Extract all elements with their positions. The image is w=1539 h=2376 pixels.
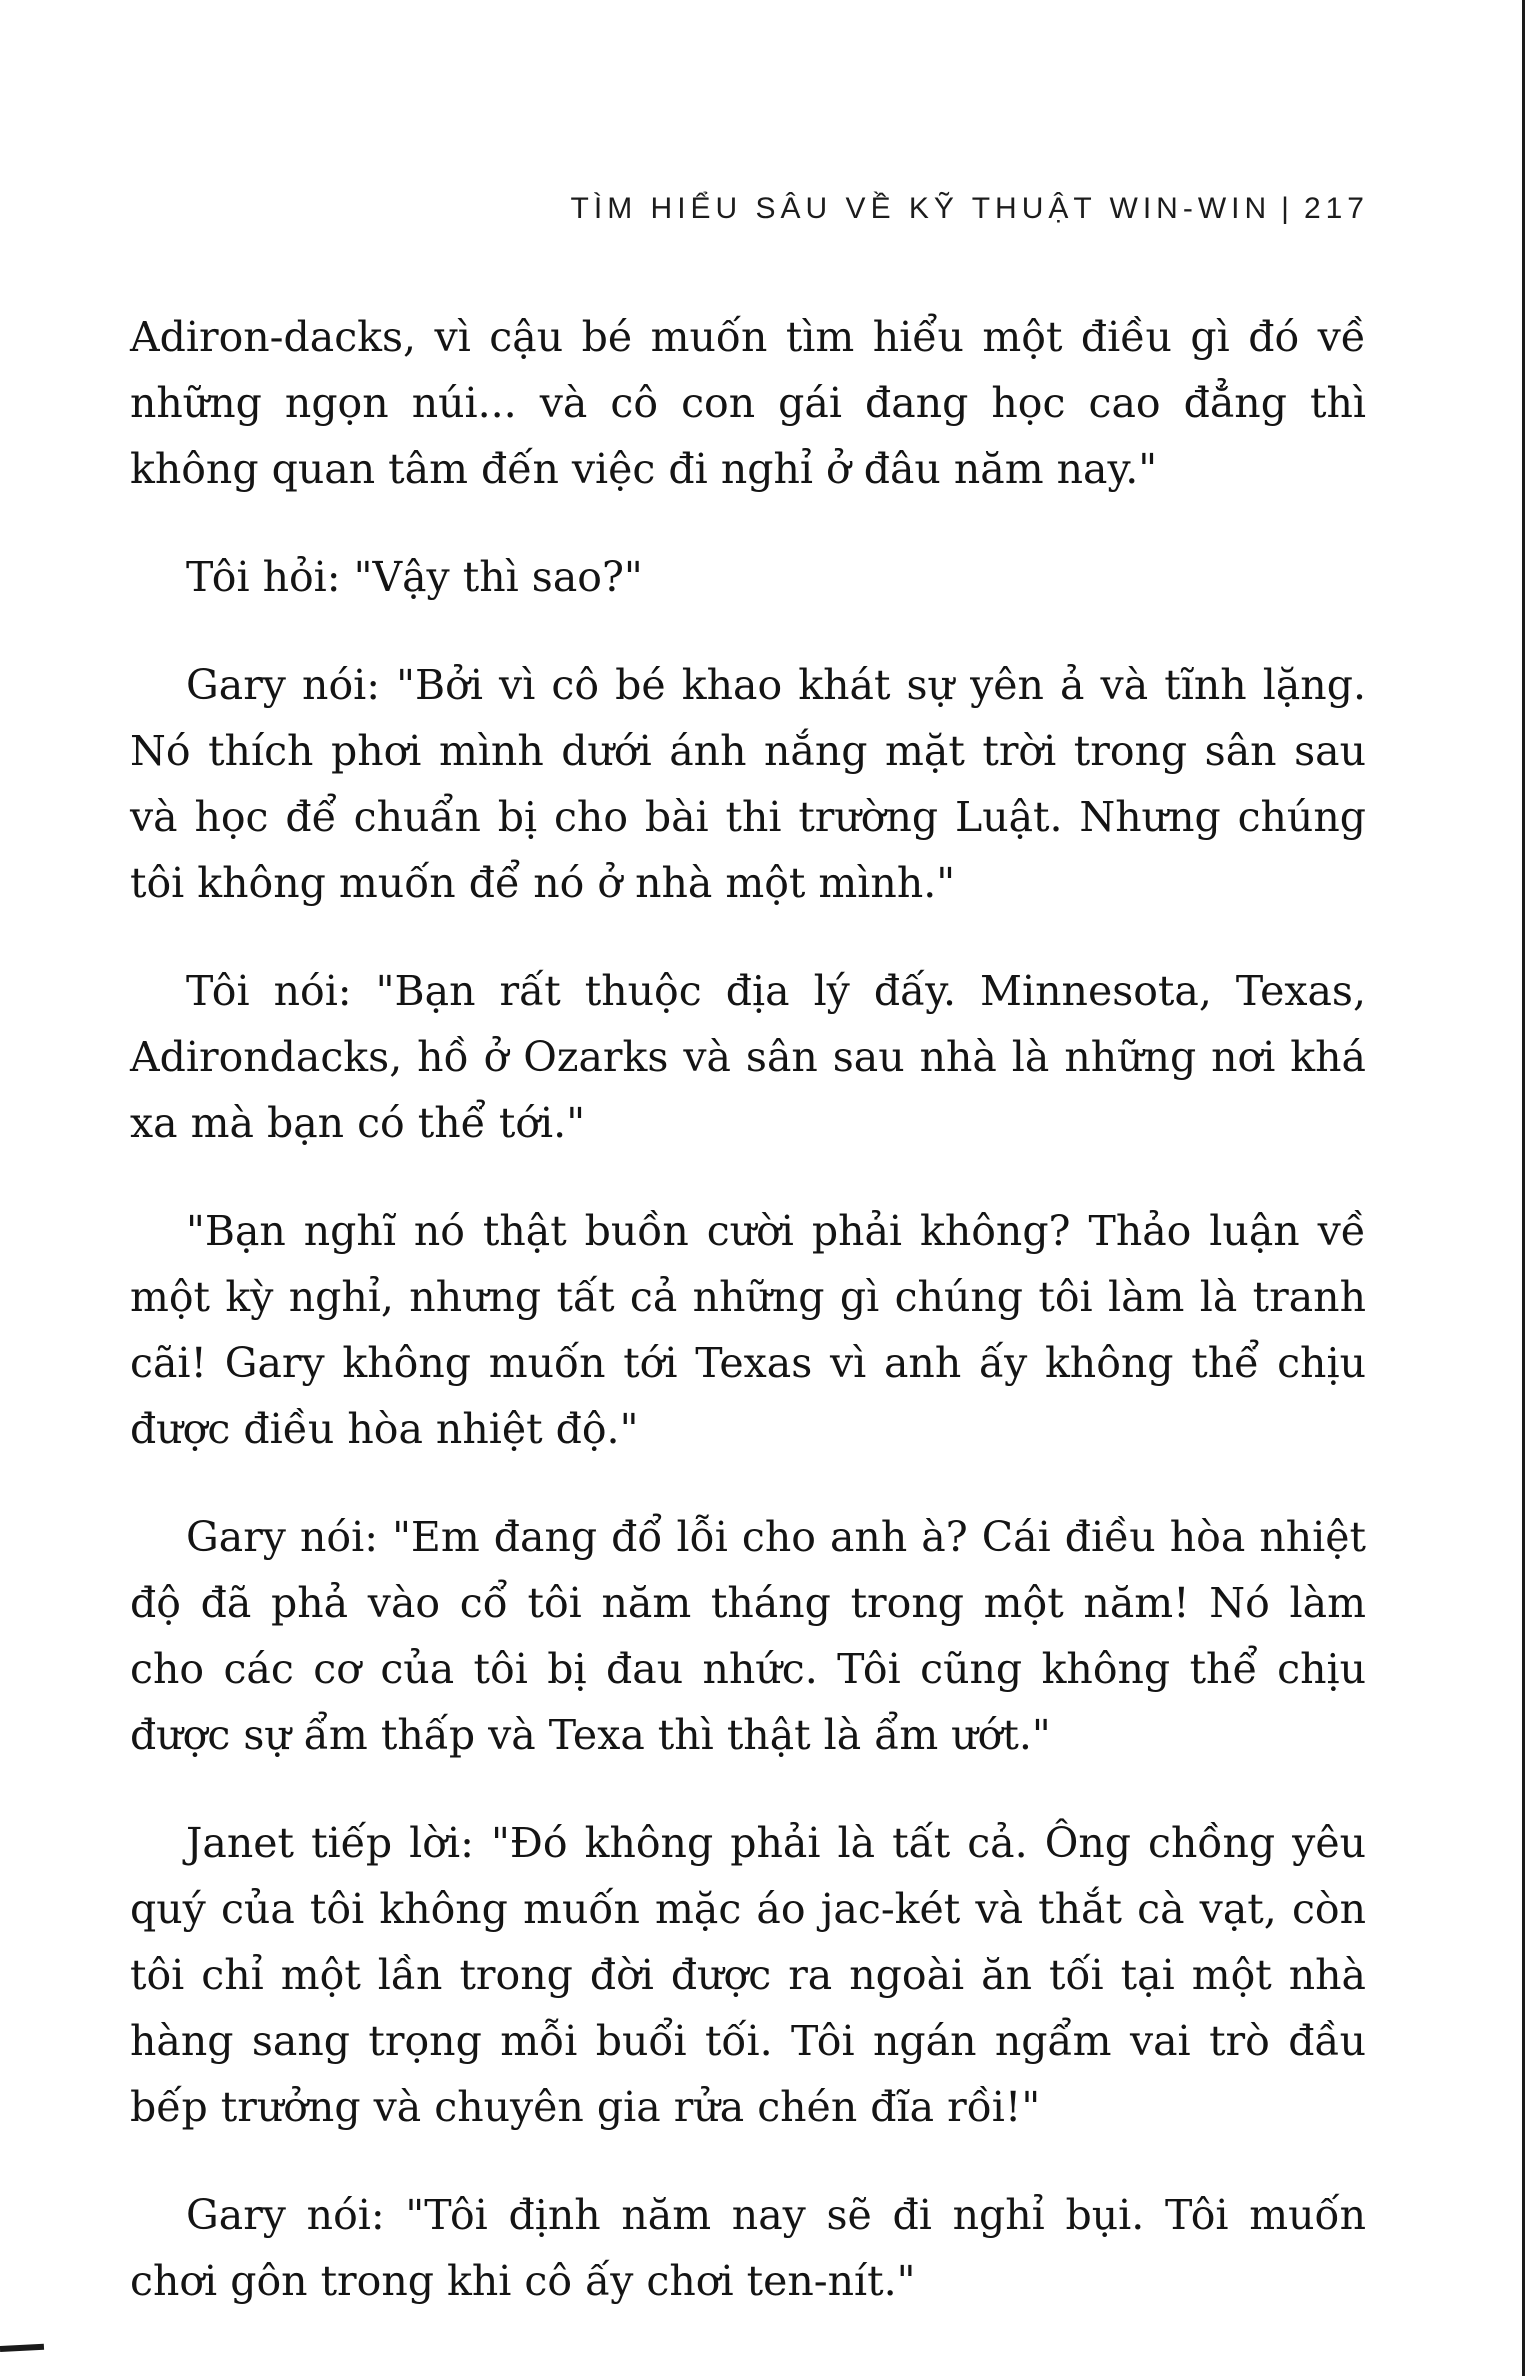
running-title: TÌM HIỂU SÂU VỀ KỸ THUẬT WIN-WIN [570,192,1272,225]
paragraph: Tôi nói: "Bạn rất thuộc địa lý đấy. Minnesota, Texas, Adirondacks, hồ ở Ozarks và sân sau nhà là những nơi khá xa mà bạn có thể tới." [130,967,1366,1147]
paragraph: Tôi hỏi: "Vậy thì sao?" [186,553,643,601]
paragraph: "Bạn nghĩ nó thật buồn cười phải không? Thảo luận về một kỳ nghỉ, nhưng tất cả những gì chúng tôi làm là tranh cãi! Gary không muốn tới Texas vì anh ấy không thể chịu được điều hòa nhiệt độ." [130,1207,1366,1453]
paragraph-continued: Adiron-dacks, vì cậu bé muốn tìm hiểu một điều gì đó về những ngọn núi... và cô con gái đang học cao đẳng thì không quan tâm đến việc đi nghỉ ở đâu năm nay." [130,313,1366,493]
page-body [130,304,1366,2356]
page-edge-line [1522,0,1525,2376]
page-number: 217 [1303,192,1369,225]
paragraph: Janet tiếp lời: "Đó không phải là tất cả. Ông chồng yêu quý của tôi không muốn mặc áo jac-két và thắt cà vạt, còn tôi chỉ một lần trong đời được ra ngoài ăn tối tại một nhà hàng sang trọng mỗi buổi tối. Tôi ngán ngẩm vai trò đầu bếp trưởng và chuyên gia rửa chén đĩa rồi!" [130,1819,1366,2131]
paragraph: Gary nói: "Tôi định năm nay sẽ đi nghỉ bụi. Tôi muốn chơi gôn trong khi cô ấy chơi ten-nít." [130,2191,1366,2305]
paragraph: Gary nói: "Bởi vì cô bé khao khát sự yên ả và tĩnh lặng. Nó thích phơi mình dưới ánh nắng mặt trời trong sân sau và học để chuẩn bị cho bài thi trường Luật. Nhưng chúng tôi không muốn để nó ở nhà một mình." [130,661,1366,907]
paragraph: Gary nói: "Em đang đổ lỗi cho anh à? Cái điều hòa nhiệt độ đã phả vào cổ tôi năm tháng trong một năm! Nó làm cho các cơ của tôi bị đau nhức. Tôi cũng không thể chịu được sự ẩm thấp và Texa thì thật là ẩm ướt." [130,1513,1366,1759]
header-separator: | [1281,192,1294,225]
scan-corner-mark [0,2344,44,2352]
running-header [571,192,1369,226]
